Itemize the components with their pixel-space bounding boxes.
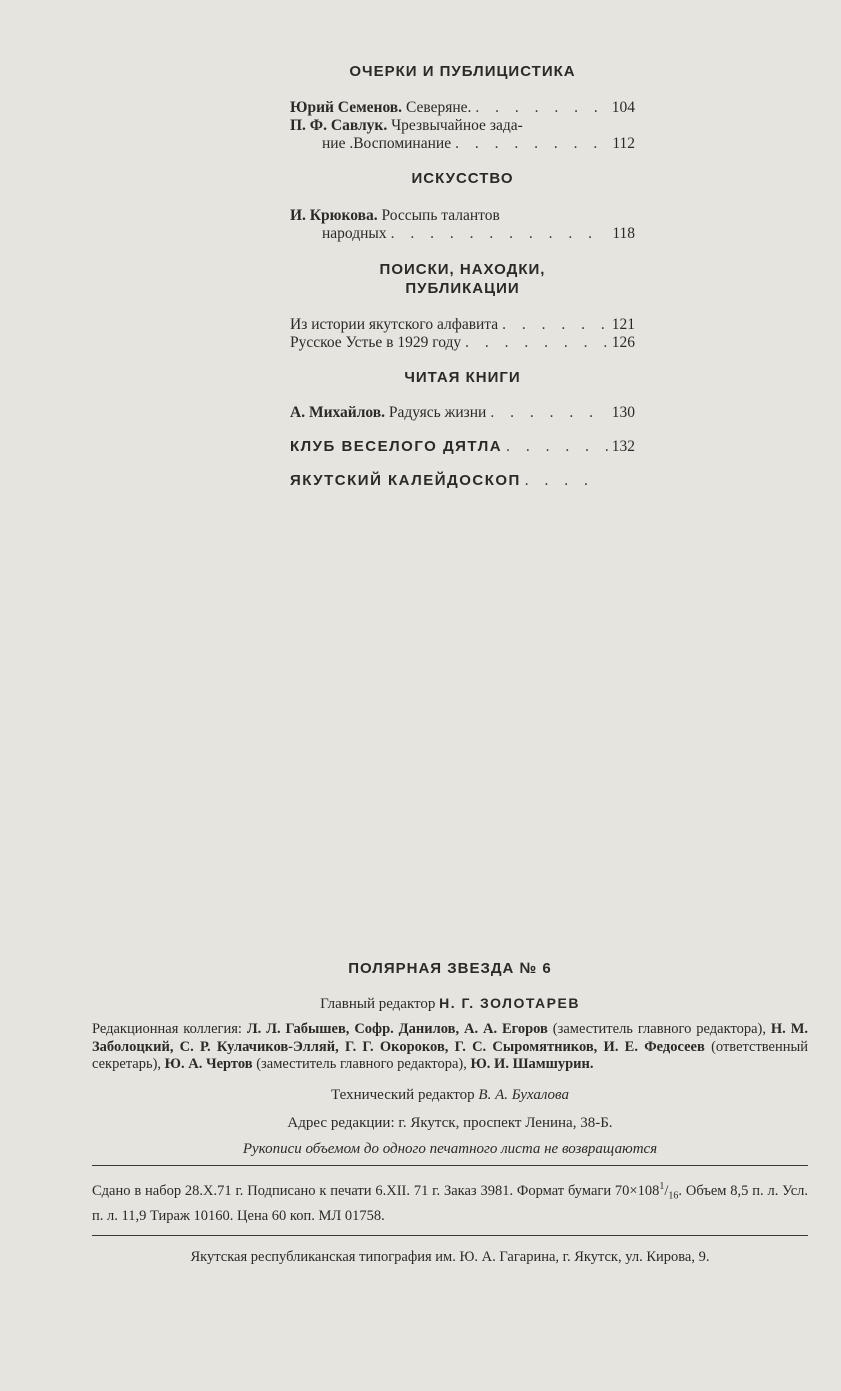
print-details-part1: Сдано в набор 28.Х.71 г. Подписано к печати 6.XII. 71 г. Заказ 3981. Формат бумаги 70×108 [92,1182,660,1199]
entry-page: 121 [611,316,635,333]
dot-leader [465,334,608,352]
chief-editor [92,994,808,1013]
tech-editor-label: Технический редактор [331,1086,475,1103]
tech-editor [92,1086,808,1104]
board-role-2: (ответственный секретарь), [92,1038,809,1072]
entry-page: 132 [611,438,635,455]
editorial-board [92,1021,808,1074]
dot-leader [525,472,596,490]
chief-editor-label: Главный редактор [320,996,436,1012]
board-members-3: Ю. А. Чертов [164,1056,253,1072]
entry-page: 126 [611,334,635,351]
printer-info: Якутская республиканская типография им. Ю. А. Гагарина, г. Якутск, ул. Кирова, 9. [190,1249,710,1266]
dot-leader [490,404,607,422]
toc-entry-continued[interactable] [290,225,635,243]
entry-title: Русское Устье в 1929 году [290,334,462,351]
format-fraction-denominator: 16 [668,1190,679,1202]
entry-title-line2: ние .Воспоминание [322,135,452,152]
entry-page: 118 [612,225,635,242]
dot-leader [502,316,608,334]
board-members-2: Н. М. Заболоцкий, С. Р. Кулачиков-Элляй, Г. Г. Окороков, Г. С. Сыромятников, И. Е. Федосеев [92,1021,809,1055]
print-details-part2: . Объем 8,5 п. л. Усл. п. л. 11,9 Тираж 10160. Цена 60 коп. МЛ 01758. [92,1182,808,1225]
entry-title: ЯКУТСКИЙ КАЛЕЙДОСКОП [290,472,521,489]
entry-text [290,117,523,135]
entry-author: Юрий Семенов. [290,99,403,116]
dot-leader [506,438,608,456]
entry-text [290,99,471,117]
tech-editor-name: В. А. Бухалова [478,1086,569,1103]
entry-page: 112 [612,135,635,152]
dot-leader [455,135,608,153]
entry-text [290,404,486,422]
board-role-1: (заместитель главного редактора), [552,1021,766,1037]
entry-title: Северяне. [405,99,472,116]
section-title-art: ИСКУССТВО [411,170,514,187]
entry-text [290,207,500,225]
format-fraction-numerator: 1 [659,1180,665,1192]
dot-leader [475,99,607,117]
board-label: Редакционная коллегия: [92,1021,242,1037]
table-of-contents [290,62,635,490]
toc-entry[interactable] [290,404,635,422]
entry-author: П. Ф. Савлук. [290,117,388,134]
entry-page: 130 [611,404,635,421]
imprint [92,960,808,1266]
toc-entry[interactable] [290,207,635,225]
toc-entry[interactable] [290,334,635,352]
board-members-1: Л. Л. Габышев, Софр. Данилов, А. А. Егоров [246,1021,548,1037]
section-title-finds-line1: ПОИСКИ, НАХОДКИ, [379,261,546,278]
manuscripts-note: Рукописи объемом до одного печатного листа не возвращаются [242,1140,658,1157]
toc-entry-club[interactable] [290,438,635,456]
toc-entry-kaleidoscope[interactable] [290,472,600,490]
board-role-3: (заместитель главного редактора), [256,1056,467,1072]
dot-leader [391,225,609,243]
entry-title-line1: Россыпь талантов [381,207,500,224]
entry-title: Из истории якутского алфавита [290,316,499,333]
section-title-reading: ЧИТАЯ КНИГИ [404,369,521,386]
entry-title: Радуясь жизни [388,404,487,421]
toc-entry[interactable] [290,99,635,117]
section-title-finds-line2: ПУБЛИКАЦИИ [405,280,520,297]
editorial-address: Адрес редакции: г. Якутск, проспект Ленина, 38-Б. [287,1114,613,1131]
print-details: Сдано в набор 28.Х.71 г. Подписано к печати 6.XII. 71 г. Заказ 3981. Формат бумаги $70\times 108^1/_{16}$. Объем 8,5 п. л. Усл. п. л. 11,9 Тираж 10160. Цена 60 коп. МЛ 01758. [92,1180,808,1225]
entry-title-line2: народных [322,225,387,242]
entry-title: КЛУБ ВЕСЕЛОГО ДЯТЛА [290,438,503,455]
entry-author: И. Крюкова. [290,207,378,224]
board-members-4: Ю. И. Шамшурин. [470,1056,594,1072]
section-title-essays: ОЧЕРКИ И ПУБЛИЦИСТИКА [349,63,576,80]
toc-entry-continued[interactable] [290,135,635,153]
entry-author: А. Михайлов. [290,404,386,421]
magazine-title: ПОЛЯРНАЯ ЗВЕЗДА № 6 [348,960,552,977]
entry-page: 104 [611,99,635,116]
toc-entry[interactable] [290,117,635,135]
entry-title-line1: Чрезвычайное зада- [391,117,523,134]
toc-entry[interactable] [290,316,635,334]
chief-editor-name: Н. Г. ЗОЛОТАРЕВ [439,995,580,1011]
